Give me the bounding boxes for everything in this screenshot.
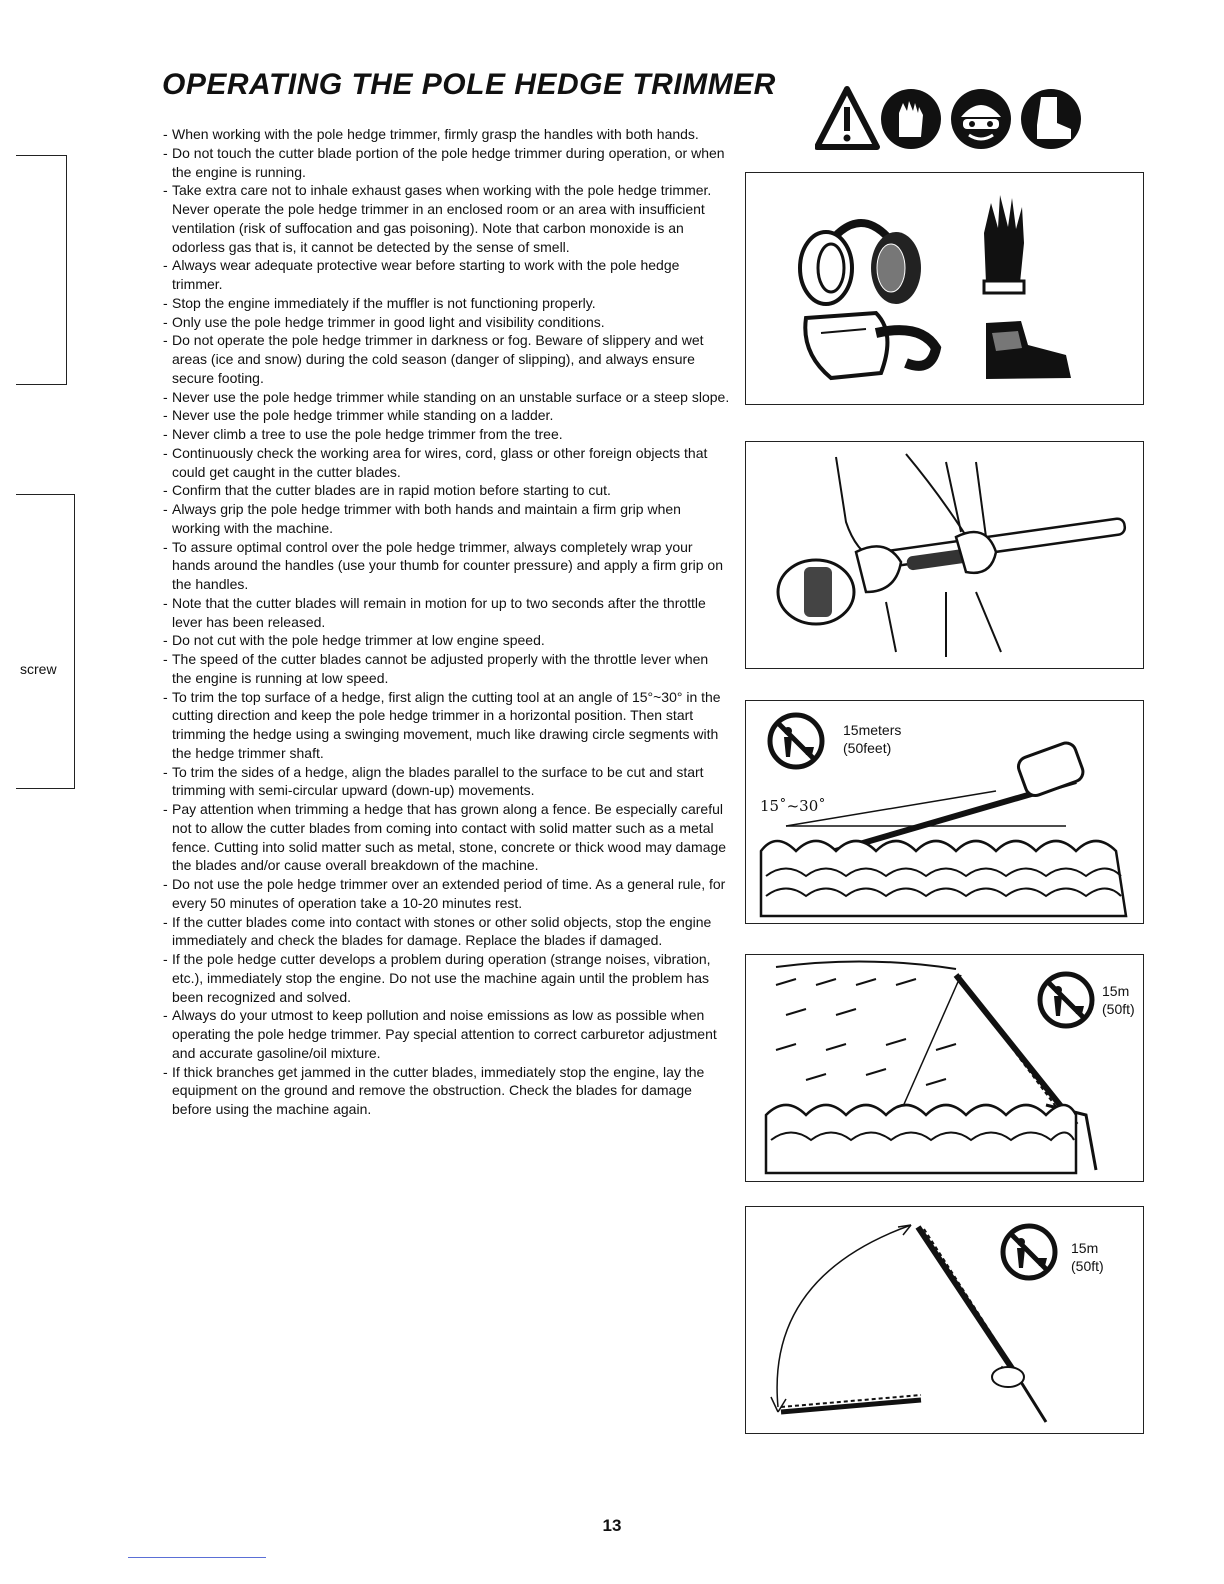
grip-figure [745, 441, 1144, 669]
side-trim-figure [745, 954, 1144, 1182]
list-item: - Always do your utmost to keep pollution and noise emissions as low as possible when operating the pole hedge trimmer. Pay special attention to correct carburetor adjustment and accurate gasoline/oil mixture. [163, 1007, 717, 1061]
list-item: - Always grip the pole hedge trimmer with both hands and maintain a firm grip when working with the machine. [163, 501, 681, 536]
helmet-goggles-icon [951, 89, 1011, 149]
list-item: - To trim the top surface of a hedge, first align the cutting tool at an angle of 15°~30° in the cutting direction and keep the pole hedge trimmer in a horizontal position. Then start trimming the hedge using a swinging movement, much like drawing circle segments with the hedge trimmer shaft. [163, 688, 721, 761]
bottom-rule [128, 1557, 266, 1558]
page-title: OPERATING THE POLE HEDGE TRIMMER [162, 68, 776, 101]
glove-icon [984, 195, 1024, 293]
list-item: - Do not cut with the pole hedge trimmer at low engine speed. [163, 632, 545, 649]
upward-trim-figure [745, 1206, 1144, 1434]
ppe-figure [745, 172, 1144, 405]
list-item: - Always wear adequate protective wear before starting to work with the pole hedge trimmer. [163, 257, 680, 292]
margin-label: screw [20, 661, 57, 677]
list-item: - Note that the cutter blades will remain in motion for up to two seconds after the throttle lever has been released. [163, 594, 706, 630]
list-item: - Do not operate the pole hedge trimmer in darkness or fog. Beware of slippery and wet areas (ice and snow) during the cold season (danger of slipping), and always ensure secure footing. [163, 332, 704, 386]
safety-symbols [815, 85, 1085, 155]
list-item: - Do not use the pole hedge trimmer over an extended period of time. As a general rule, for every 50 minutes of operation take a 10-20 minutes rest. [163, 876, 726, 911]
list-item: - Confirm that the cutter blades are in rapid motion before starting to cut. [163, 482, 611, 499]
list-item: - Take extra care not to inhale exhaust gases when working with the pole hedge trimmer. Never operate the pole hedge trimmer in an enclosed room or an area with insufficient ventilation (risk of suffocation and gas poisoning). Note that carbon monoxide is an odorless gas that is, it cannot be detected by the sense of smell. [163, 182, 712, 255]
list-item: - The speed of the cutter blades cannot be adjusted properly with the throttle lever when the engine is running at low speed. [163, 651, 709, 686]
no-bystanders-icon [770, 715, 822, 767]
list-item: - To trim the sides of a hedge, align the blades parallel to the surface to be cut and start trimming with semi-circular upward (down-up) movements. [163, 763, 704, 799]
instruction-list [160, 125, 730, 1119]
margin-bracket-bottom [16, 494, 75, 789]
distance-label: 15m (50ft) [1071, 1240, 1104, 1274]
list-item: - Never use the pole hedge trimmer while standing on a ladder. [163, 407, 554, 424]
goggles-icon [805, 313, 936, 378]
page-number: 13 [602, 1516, 622, 1535]
boot-icon [986, 321, 1071, 379]
list-item: - Continuously check the working area for wires, cord, glass or other foreign objects that could get caught in the cutter blades. [163, 444, 708, 480]
list-item: - Stop the engine immediately if the muffler is not functioning properly. [163, 294, 596, 311]
list-item: - When working with the pole hedge trimmer, firmly grasp the handles with both hands. [163, 126, 699, 142]
list-item: - To assure optimal control over the pole hedge trimmer, always completely wrap your hands around the handles (use your thumb for counter pressure) and apply a firm grip on the handles. [163, 538, 723, 592]
gloves-icon [881, 89, 941, 149]
list-item: - If thick branches get jammed in the cutter blades, immediately stop the engine, lay the equipment on the ground and remove the obstruction. Check the blades for damage before using the machine again. [163, 1063, 705, 1117]
boots-icon [1021, 89, 1081, 149]
list-item: - Do not touch the cutter blade portion of the pole hedge trimmer during operation, or when the engine is running. [163, 144, 725, 180]
warning-triangle-icon [817, 89, 877, 147]
list-item: - If the cutter blades come into contact with stones or other solid objects, stop the engine immediately and check the blades for damage. Replace the blades if damaged. [163, 913, 712, 949]
distance-label: 15meters (50feet) [843, 722, 902, 756]
margin-bracket-top [16, 155, 67, 385]
no-bystanders-icon [1040, 974, 1092, 1026]
list-item: - If the pole hedge cutter develops a problem during operation (strange noises, vibration, etc.), immediately stop the engine. Do not use the machine again until the problem has been recognized and solved. [163, 951, 711, 1005]
list-item: - Never use the pole hedge trimmer while standing on an unstable surface or a steep slope. [163, 388, 730, 405]
distance-label: 15m (50ft) [1102, 983, 1135, 1017]
no-bystanders-icon [1003, 1226, 1055, 1278]
list-item: - Only use the pole hedge trimmer in good light and visibility conditions. [163, 313, 605, 330]
top-trim-figure [745, 700, 1144, 924]
list-item: - Never climb a tree to use the pole hedge trimmer from the tree. [163, 426, 563, 442]
list-item: - Pay attention when trimming a hedge that has grown along a fence. Be especially careful not to allow the cutter blades from coming into contact with solid matter such as a metal fence. Cutting into solid matter such as metal, stone, concrete or thick wood may damage the blades and/or cause overall breakdown of the machine. [163, 801, 727, 874]
angle-label: 15˚~30˚ [760, 797, 826, 815]
ear-muffs-icon [800, 223, 921, 304]
